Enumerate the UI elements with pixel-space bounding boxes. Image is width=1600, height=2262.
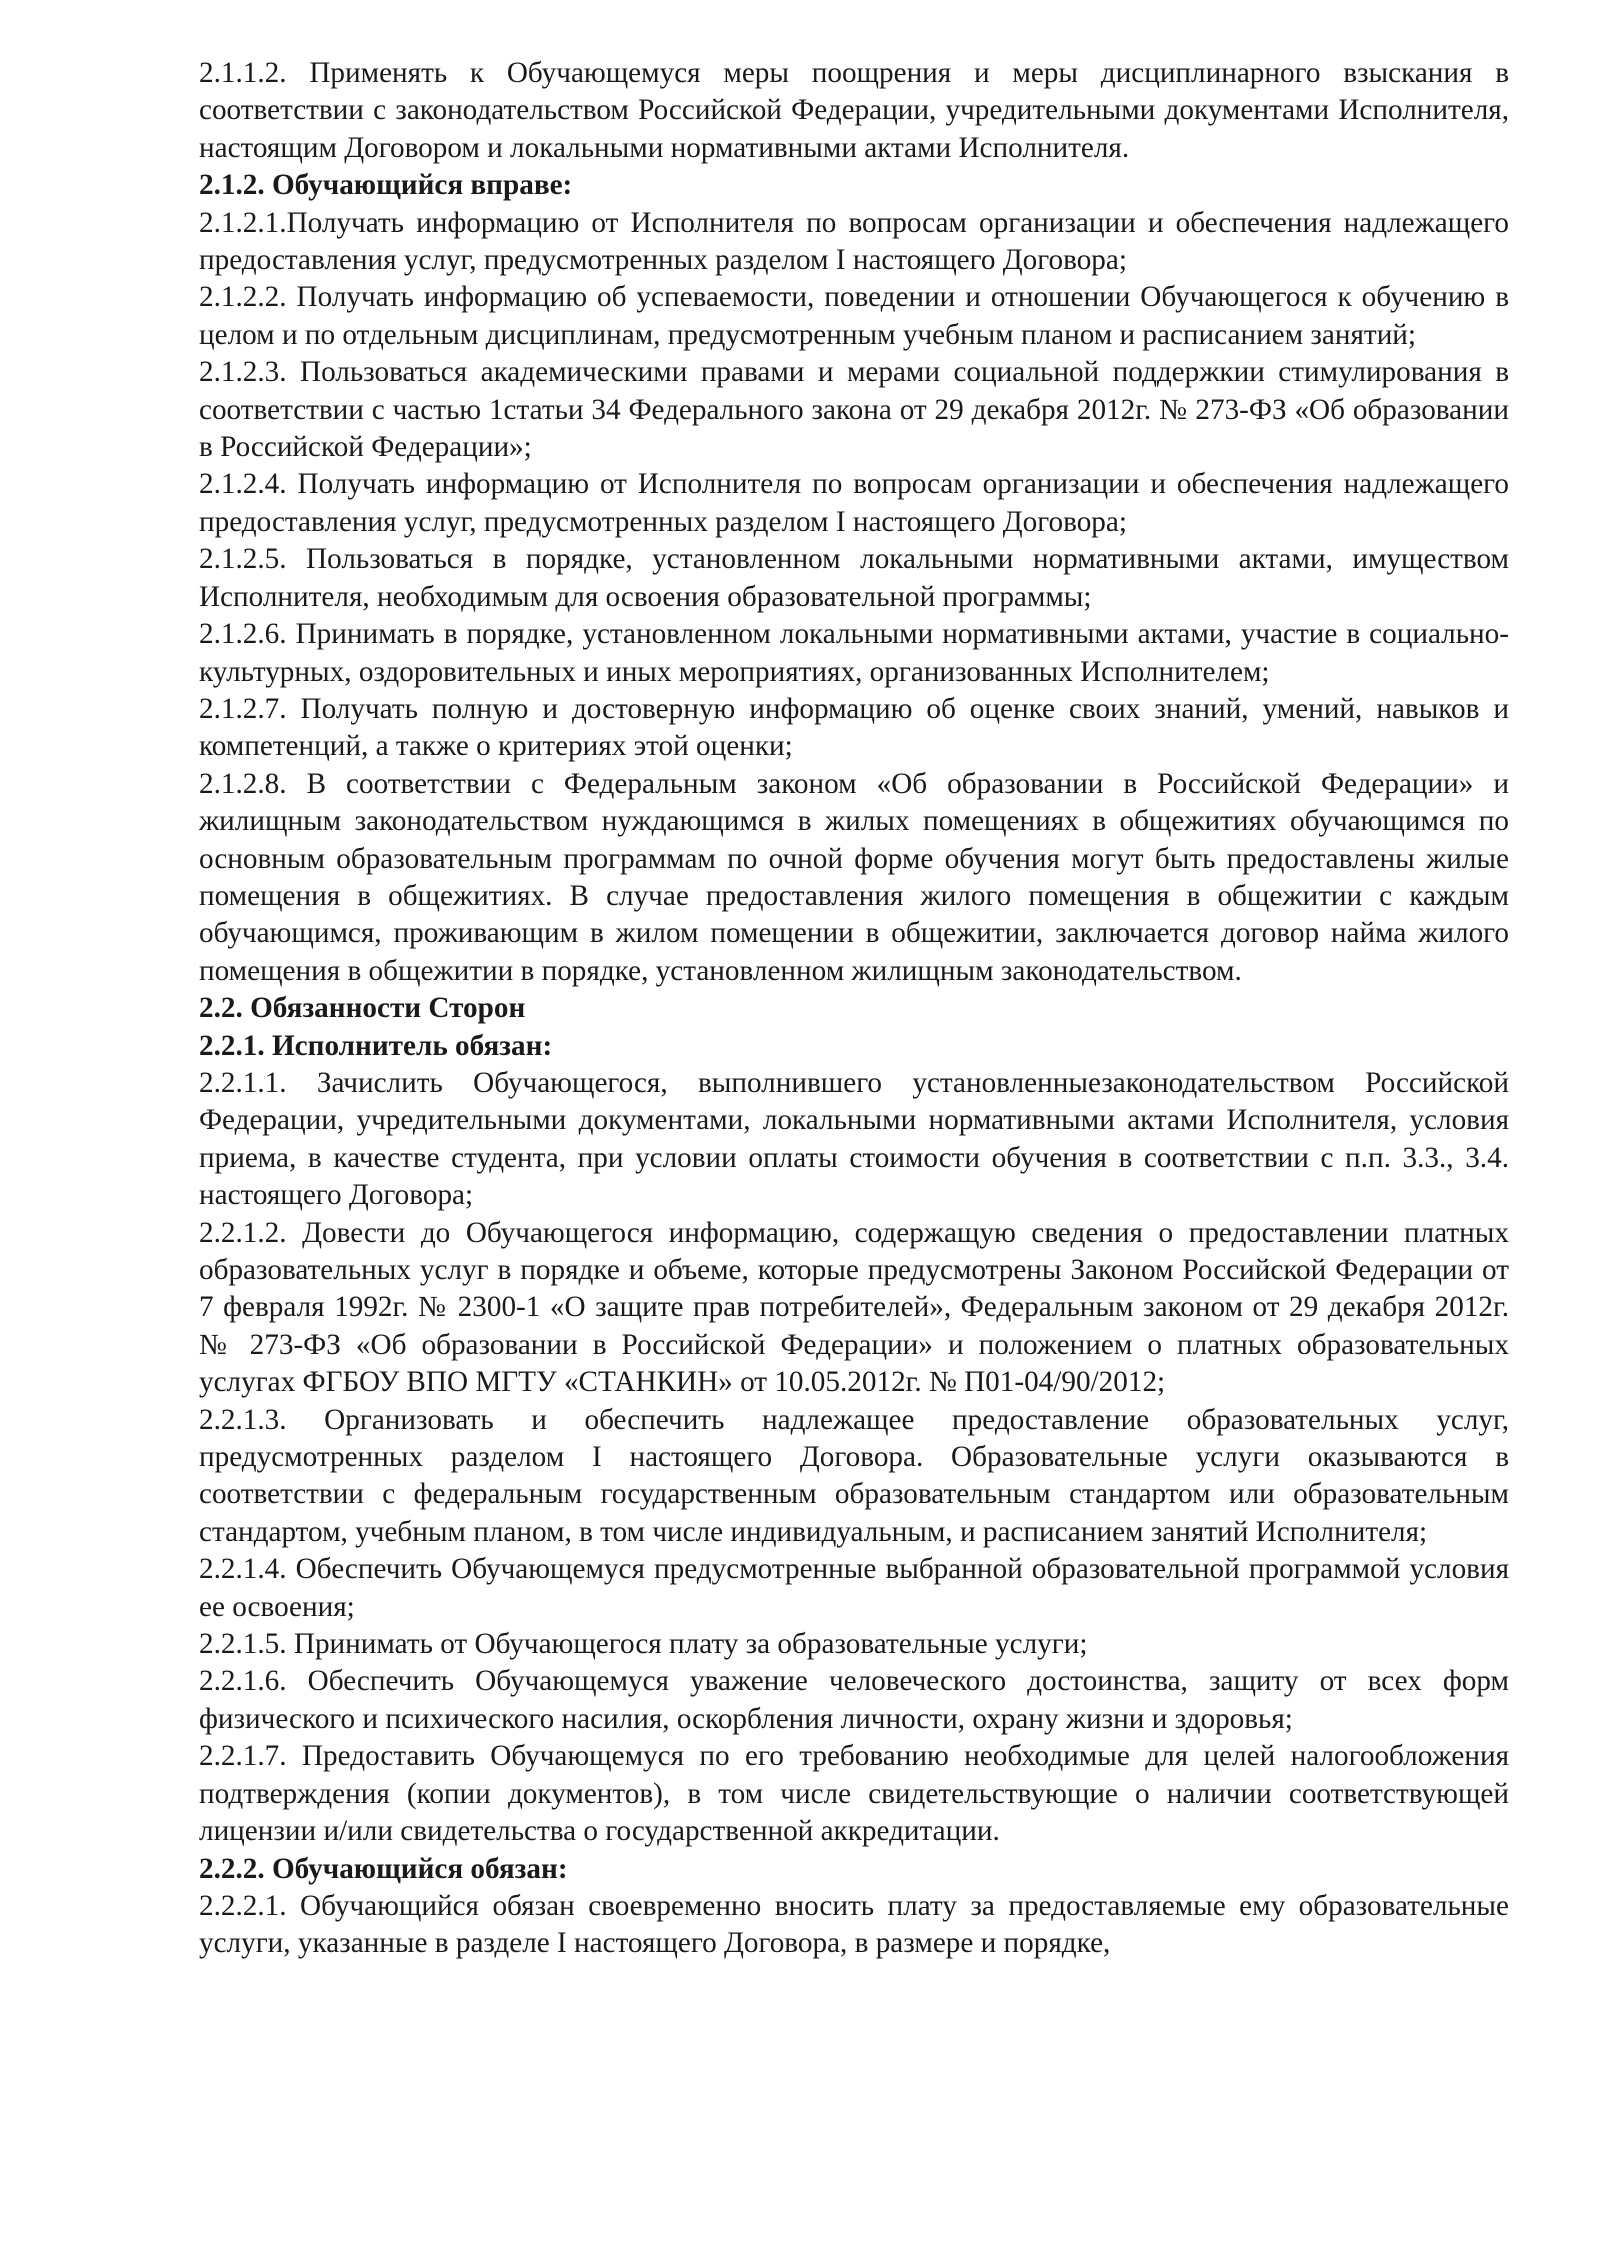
paragraph-2-2-1-4: 2.2.1.4. Обеспечить Обучающемуся предусмотренные выбранной образовательной программой условия ее освоения; <box>199 1553 1509 1623</box>
paragraph-2-1-2-4: 2.1.2.4. Получать информацию от Исполнителя по вопросам организации и обеспечения надлежащего предоставления услуг, предусмотренных разделом I настоящего Договора; <box>199 468 1509 538</box>
paragraph-2-1-2-8: 2.1.2.8. В соответствии с Федеральным законом «Об образовании в Российской Федерации» и жилищным законодательством нуждающимся в жилых помещениях в общежитиях обучающимся по основным образовательным программам по очной форме обучения могут быть предоставлены жилые помещения в общежитиях. В случае предоставления жилого помещения в общежитии с каждым обучающимся, проживающим в жилом помещении в общежитии, заключается договор найма жилого помещения в общежитии в порядке, установленном жилищным законодательством. <box>199 767 1509 987</box>
heading-2-2-1: 2.2.1. Исполнитель обязан: <box>199 1029 553 1062</box>
paragraph-2-1-2-3: 2.1.2.3. Пользоваться академическими правами и мерами социальной поддержкии стимулирования в соответствии с частью 1статьи 34 Федерального закона от 29 декабря 2012г. № 273-ФЗ «Об образовании в Российской Федерации»; <box>199 356 1509 464</box>
paragraph-2-1-2-1: 2.1.2.1.Получать информацию от Исполнителя по вопросам организации и обеспечения надлежащего предоставления услуг, предусмотренных разделом I настоящего Договора; <box>199 206 1509 277</box>
paragraph-2-1-2-2: 2.1.2.2. Получать информацию об успеваемости, поведении и отношении Обучающегося к обучению в целом и по отдельным дисциплинам, предусмотренным учебным планом и расписанием занятий; <box>199 281 1509 351</box>
document-page <box>199 55 1509 1963</box>
paragraph-2-1-2-6: 2.1.2.6. Принимать в порядке, установленном локальными нормативными актами, участие в социально-культурных, оздоровительных и иных мероприятиях, организованных Исполнителем; <box>199 618 1509 688</box>
paragraph-2-1-1-2: 2.1.1.2. Применять к Обучающемуся меры поощрения и меры дисциплинарного взыскания в соответствии с законодательством Российской Федерации, учредительными документами Исполнителя, настоящим Договором и локальными нормативными актами Исполнителя. <box>199 57 1509 164</box>
paragraph-2-2-1-7: 2.2.1.7. Предоставить Обучающемуся по его требованию необходимые для целей налогообложения подтверждения (копии документов), в том числе свидетельствующие о наличии соответствующей лицензии и/или свидетельства о государственной аккредитации. <box>199 1740 1509 1848</box>
paragraph-2-2-1-1: 2.2.1.1. Зачислить Обучающегося, выполнившего установленныезаконодательством Российской Федерации, учредительными документами, локальными нормативными актами Исполнителя, условия приема, в качестве студента, при условии оплаты стоимости обучения в соответствии с п.п. 3.3., 3.4. настоящего Договора; <box>199 1066 1509 1212</box>
paragraph-2-2-1-3: 2.2.1.3. Организовать и обеспечить надлежащее предоставление образовательных услуг, предусмотренных разделом I настоящего Договора. Образовательные услуги оказываются в соответствии с федеральным государственным образовательным стандартом или образовательным стандартом, учебным планом, в том числе индивидуальным, и расписанием занятий Исполнителя; <box>199 1403 1509 1548</box>
paragraph-2-2-2-1: 2.2.2.1. Обучающийся обязан своевременно вносить плату за предоставляемые ему образовательные услуги, указанные в разделе I настоящего Договора, в размере и порядке, <box>199 1889 1509 1960</box>
heading-2-2: 2.2. Обязанности Сторон <box>199 992 526 1025</box>
paragraph-2-1-2-7: 2.1.2.7. Получать полную и достоверную информацию об оценке своих знаний, умений, навыков и компетенций, а также о критериях этой оценки; <box>199 692 1509 763</box>
paragraph-2-2-1-2: 2.2.1.2. Довести до Обучающегося информацию, содержащую сведения о предоставлении платных образовательных услуг в порядке и объеме, которые предусмотрены Законом Российской Федерации от 7 февраля 1992г. № 2300-1 «О защите прав потребителей», Федеральным законом от 29 декабря 2012г. № 273-ФЗ «Об образовании в Российской Федерации» и положением о платных образовательных услугах ФГБОУ ВПО МГТУ «СТАНКИН» от 10.05.2012г. № П01-04/90/2012; <box>199 1216 1509 1399</box>
paragraph-2-1-2-5: 2.1.2.5. Пользоваться в порядке, установленном локальными нормативными актами, имуществом Исполнителя, необходимым для освоения образовательной программы; <box>199 543 1509 613</box>
paragraph-2-2-1-6: 2.2.1.6. Обеспечить Обучающемуся уважение человеческого достоинства, защиту от всех форм физического и психического насилия, оскорбления личности, охрану жизни и здоровья; <box>199 1665 1509 1735</box>
heading-2-2-2: 2.2.2. Обучающийся обязан: <box>199 1852 568 1885</box>
paragraph-2-2-1-5: 2.2.1.5. Принимать от Обучающегося плату за образовательные услуги; <box>199 1628 1088 1661</box>
heading-2-1-2: 2.1.2. Обучающийся вправе: <box>199 169 573 202</box>
